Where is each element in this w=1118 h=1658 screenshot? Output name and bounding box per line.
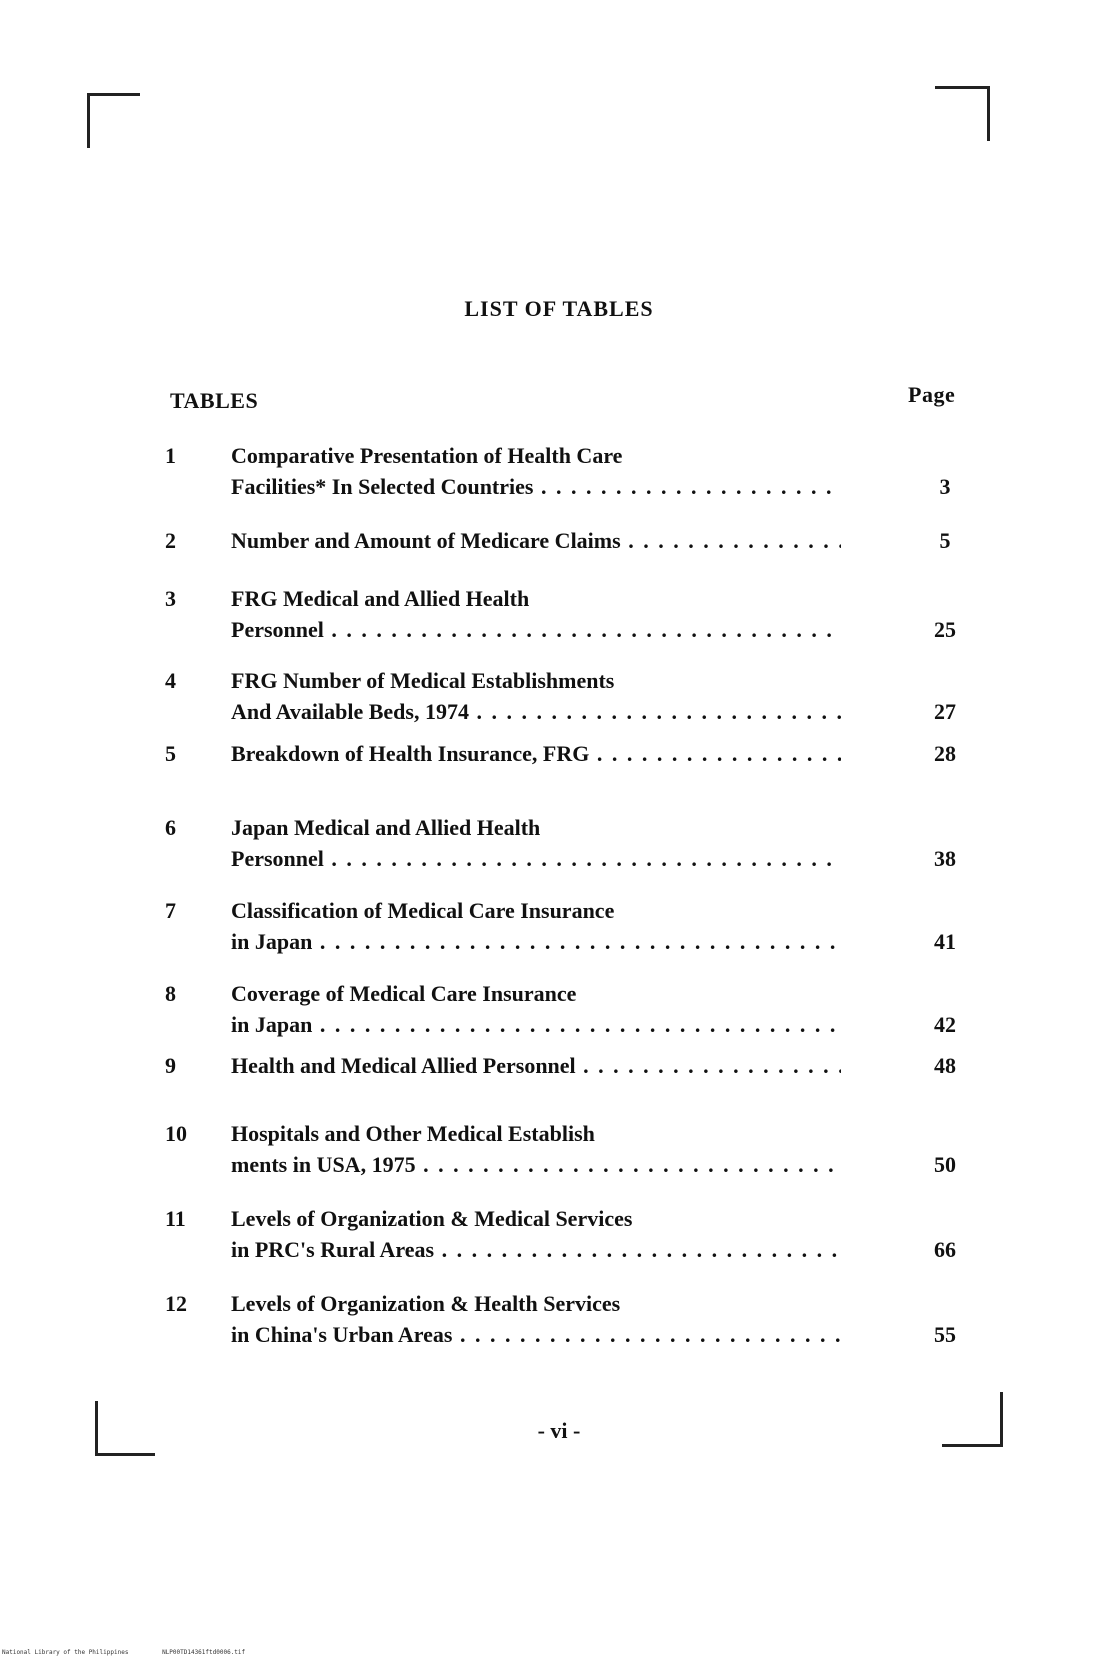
table-entry-page: 3 — [939, 474, 951, 499]
table-entry-title — [231, 1288, 841, 1350]
table-entry-number: 7 — [165, 898, 176, 923]
table-entry-title — [231, 1118, 841, 1180]
table-entry-number: 3 — [165, 586, 176, 611]
table-entry-number: 2 — [165, 528, 176, 553]
table-entry-number: 5 — [165, 741, 176, 766]
table-entry-title-line: Levels of Organization & Health Services — [231, 1291, 621, 1316]
table-entry-page: 28 — [934, 741, 956, 766]
tables-column-header: TABLES — [170, 388, 259, 413]
table-entry-number: 6 — [165, 815, 176, 840]
table-entry-title-line: in Japan . . . — [231, 1009, 841, 1040]
table-entry-title — [231, 895, 841, 957]
table-entry-title-line: FRG Medical and Allied Health — [231, 586, 530, 611]
table-entry-page: 41 — [934, 929, 956, 954]
table-entry-title-line: Health and Medical Allied Personnel . . . — [231, 1050, 841, 1081]
scan-footer — [2, 1649, 245, 1656]
table-entry-number: 8 — [165, 981, 176, 1006]
table-entry-title — [231, 1050, 841, 1081]
table-entry-title-line: in Japan . . . — [231, 926, 841, 957]
table-entry-title-line: Japan Medical and Allied Health — [231, 815, 541, 840]
table-entry-number: 10 — [165, 1121, 187, 1146]
table-entry-page: 38 — [934, 846, 956, 871]
table-entry-title-line: in China's Urban Areas . . . — [231, 1319, 841, 1350]
table-entry-title-line: Coverage of Medical Care Insurance — [231, 981, 577, 1006]
table-entry-title — [231, 738, 841, 769]
table-entry-number: 1 — [165, 443, 176, 468]
page-number: - vi - — [537, 1418, 581, 1443]
table-entry-title-line: Comparative Presentation of Health Care — [231, 443, 623, 468]
table-entry-title-line: Classification of Medical Care Insurance — [231, 898, 615, 923]
table-entry-title — [231, 978, 841, 1040]
table-entry-page: 55 — [934, 1322, 956, 1347]
table-entry-title — [231, 440, 841, 502]
table-entry-number: 11 — [165, 1206, 186, 1231]
table-entry-title — [231, 665, 841, 727]
table-entry-title — [231, 1203, 841, 1265]
table-entry-page: 27 — [934, 699, 956, 724]
table-entry-number: 12 — [165, 1291, 187, 1316]
table-entry-title-line: in PRC's Rural Areas . . . — [231, 1234, 841, 1265]
table-entry-title-line: And Available Beds, 1974 . . . — [231, 696, 841, 727]
table-entry-page: 66 — [934, 1237, 956, 1262]
table-entry-title-line: FRG Number of Medical Establishments — [231, 668, 615, 693]
table-entry-title-line: Number and Amount of Medicare Claims . . . — [231, 525, 841, 556]
table-entry-page: 50 — [934, 1152, 956, 1177]
table-entry-title — [231, 583, 841, 645]
table-entry-title-line: ments in USA, 1975 . . . — [231, 1149, 841, 1180]
table-entry-title — [231, 812, 841, 874]
page-title: LIST OF TABLES — [464, 296, 654, 321]
table-entry-title-line: Facilities* In Selected Countries . . . — [231, 471, 841, 502]
table-entry-title-line: Levels of Organization & Medical Services — [231, 1206, 633, 1231]
page-column-header: Page — [908, 382, 956, 407]
table-entry-page: 25 — [934, 617, 956, 642]
table-entry-title-line: Hospitals and Other Medical Establish — [231, 1121, 595, 1146]
table-entry-title — [231, 525, 841, 556]
table-entry-page: 42 — [934, 1012, 956, 1037]
footer-library: National Library of the Philippines — [2, 1649, 129, 1656]
table-entry-title-line: Breakdown of Health Insurance, FRG . . . — [231, 738, 841, 769]
table-entry-number: 9 — [165, 1053, 176, 1078]
table-entry-number: 4 — [165, 668, 176, 693]
table-entry-title-line: Personnel . . . — [231, 843, 841, 874]
table-entry-title-line: Personnel . . . — [231, 614, 841, 645]
table-entry-page: 48 — [934, 1053, 956, 1078]
footer-file: NLP00TD14361ftd0006.tif — [162, 1649, 246, 1656]
table-entry-page: 5 — [939, 528, 951, 553]
